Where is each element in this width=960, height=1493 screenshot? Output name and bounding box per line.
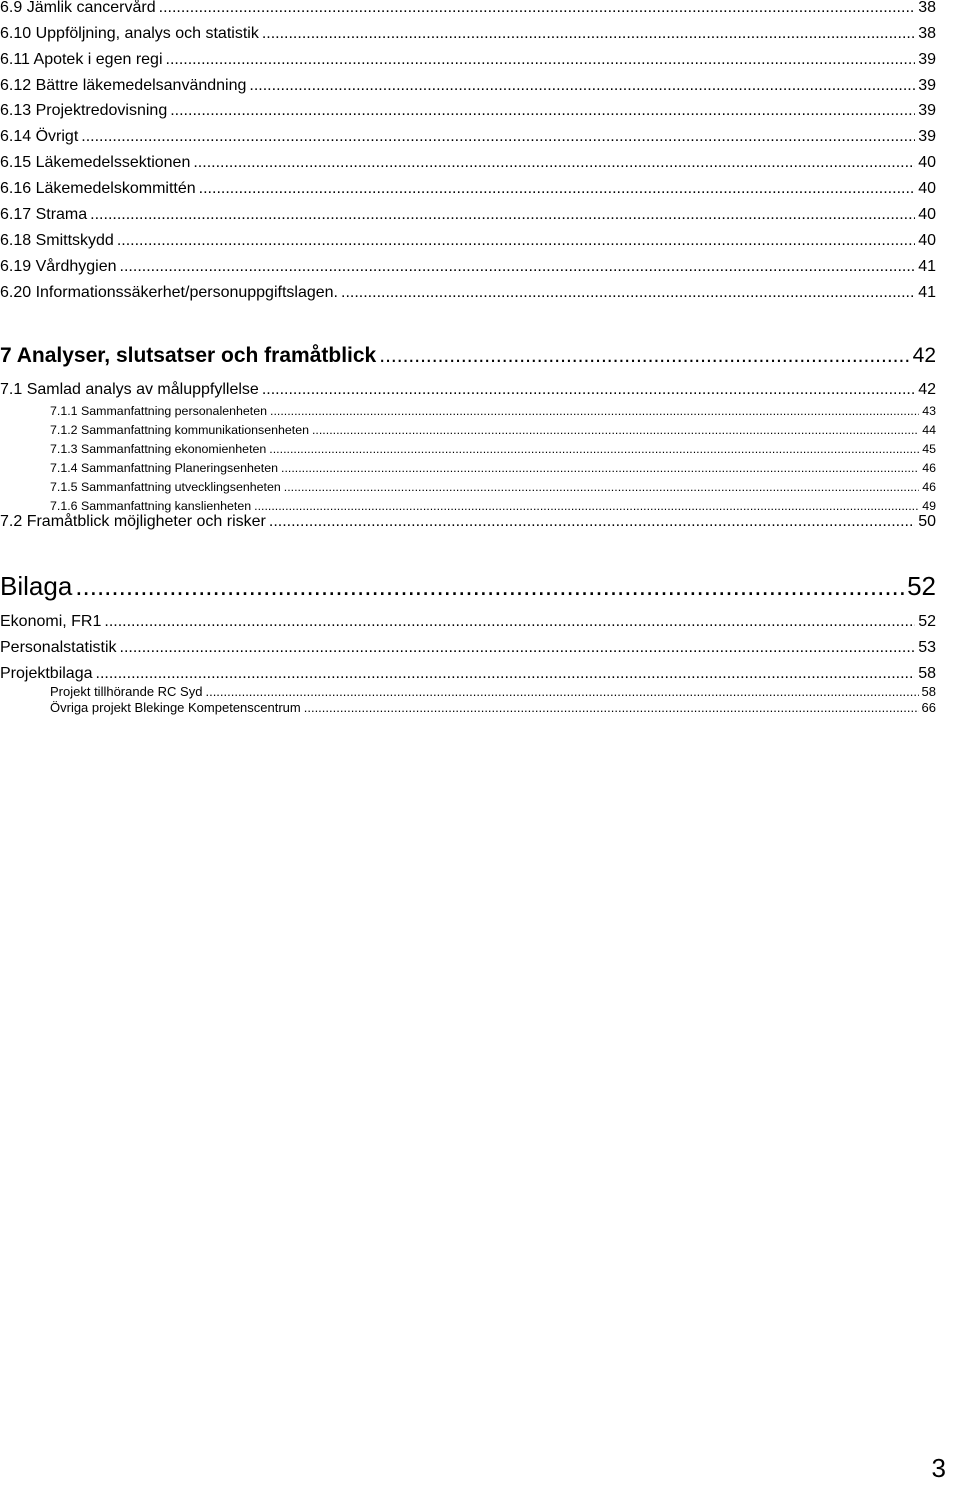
toc-entry-projektbilaga[interactable]: [0, 666, 936, 682]
dot-leader: [270, 405, 919, 417]
toc-entry-7-2[interactable]: [0, 514, 936, 530]
toc-entry-ekonomi[interactable]: [0, 614, 936, 630]
toc-entry-ovriga-projekt[interactable]: [50, 701, 936, 714]
toc-entry-page: 46: [922, 461, 936, 475]
toc-entry-label: 6.12 Bättre läkemedelsanvändning: [0, 77, 247, 94]
toc-entry-6-10[interactable]: [0, 26, 936, 42]
toc-entry-label: Bilaga: [0, 571, 73, 601]
toc-entry-label: 7.1 Samlad analys av måluppfyllelse: [0, 381, 259, 398]
toc-entry-page: 49: [922, 499, 936, 513]
toc-entry-label: 6.9 Jämlik cancervård: [0, 0, 156, 16]
toc-entry-label: 6.15 Läkemedelssektionen: [0, 154, 191, 171]
toc-entry-7-1-4[interactable]: [50, 462, 936, 474]
toc-entry-6-17[interactable]: [0, 207, 936, 223]
toc-entry-7-1-5[interactable]: [50, 481, 936, 493]
toc-entry-label: 6.14 Övrigt: [0, 128, 79, 145]
toc-entry-page: 45: [922, 442, 936, 456]
dot-leader: [96, 666, 916, 682]
toc-entry-label: 7.1.3 Sammanfattning ekonomienheten: [50, 442, 267, 456]
toc-entry-label: 7.1.5 Sammanfattning utvecklingsenheten: [50, 480, 281, 494]
toc-entry-page: 44: [922, 423, 936, 437]
toc-entry-projekt-rc-syd[interactable]: [50, 685, 936, 698]
toc-entry-label: 6.19 Vårdhygien: [0, 258, 117, 275]
dot-leader: [193, 155, 915, 171]
dot-leader: [170, 103, 915, 119]
toc-entry-label: 6.18 Smittskydd: [0, 232, 114, 249]
toc-entry-label: 6.11 Apotek i egen regi: [0, 51, 163, 68]
page-number: 3: [931, 1453, 946, 1483]
toc-entry-page: 39: [918, 102, 936, 119]
toc-entry-label: 6.13 Projektredovisning: [0, 102, 168, 119]
toc-entry-label: Ekonomi, FR1: [0, 613, 102, 630]
toc-entry-page: 40: [918, 206, 936, 223]
dot-leader: [254, 500, 919, 512]
toc-entry-6-16[interactable]: [0, 181, 936, 197]
dot-leader: [159, 0, 916, 16]
toc-entry-6-9[interactable]: [0, 0, 936, 16]
dot-leader: [81, 129, 915, 145]
dot-leader: [269, 443, 919, 455]
dot-leader: [104, 614, 915, 630]
toc-entry-page: 58: [918, 665, 936, 682]
dot-leader: [117, 233, 915, 249]
toc-entry-page: 39: [918, 77, 936, 94]
toc-entry-7-1[interactable]: [0, 382, 936, 398]
toc-entry-page: 66: [921, 700, 936, 715]
dot-leader: [269, 514, 915, 530]
toc-entry-personalstatistik[interactable]: [0, 640, 936, 656]
toc-entry-label: Projekt tillhörande RC Syd: [50, 684, 203, 699]
dot-leader: [199, 181, 916, 197]
toc-entry-page: 40: [918, 180, 936, 197]
toc-entry-page: 42: [912, 344, 936, 367]
dot-leader: [205, 685, 918, 698]
dot-leader: [341, 285, 915, 301]
toc-entry-7-1-1[interactable]: [50, 405, 936, 417]
toc-entry-page: 52: [918, 613, 936, 630]
toc-entry-label: 7.1.4 Sammanfattning Planeringsenheten: [50, 461, 279, 475]
toc-entry-6-19[interactable]: [0, 259, 936, 275]
toc-entry-page: 39: [918, 128, 936, 145]
toc-entry-label: 7.1.6 Sammanfattning kanslienheten: [50, 499, 252, 513]
toc-entry-page: 41: [918, 284, 936, 301]
toc-entry-page: 40: [918, 154, 936, 171]
toc-entry-page: 42: [918, 381, 936, 398]
dot-leader: [312, 424, 919, 436]
toc-entry-7-1-2[interactable]: [50, 424, 936, 436]
toc-entry-6-12[interactable]: [0, 78, 936, 94]
toc-entry-7-1-3[interactable]: [50, 443, 936, 455]
dot-leader: [75, 573, 904, 599]
toc-entry-7-1-6[interactable]: [50, 500, 936, 512]
dot-leader: [379, 345, 909, 366]
toc-entry-label: 7.1.1 Sammanfattning personalenheten: [50, 404, 267, 418]
toc-entry-page: 58: [921, 684, 936, 699]
toc-entry-label: 6.17 Strama: [0, 206, 88, 223]
toc-entry-label: Projektbilaga: [0, 665, 93, 682]
toc-chapter-7[interactable]: [0, 345, 936, 366]
toc-entry-6-20[interactable]: [0, 285, 936, 301]
toc-entry-label: 7.1.2 Sammanfattning kommunikationsenheten: [50, 423, 309, 437]
toc-entry-page: 38: [918, 0, 936, 16]
toc-entry-page: 40: [918, 232, 936, 249]
toc-entry-label: 7.2 Framåtblick möjligheter och risker: [0, 513, 266, 530]
dot-leader: [262, 382, 915, 398]
toc-entry-page: 39: [918, 51, 936, 68]
dot-leader: [281, 462, 919, 474]
dot-leader: [249, 78, 915, 94]
dot-leader: [120, 259, 916, 275]
toc-entry-page: 53: [918, 639, 936, 656]
toc-entry-page: 41: [918, 258, 936, 275]
toc-entry-6-13[interactable]: [0, 103, 936, 119]
toc-entry-label: 6.16 Läkemedelskommittén: [0, 180, 196, 197]
toc-entry-label: Övriga projekt Blekinge Kompetenscentrum: [50, 700, 301, 715]
dot-leader: [262, 26, 915, 42]
toc-entry-label: Personalstatistik: [0, 639, 117, 656]
toc-entry-label: 6.10 Uppföljning, analys och statistik: [0, 25, 259, 42]
dot-leader: [166, 52, 916, 68]
dot-leader: [90, 207, 915, 223]
toc-entry-page: 46: [922, 480, 936, 494]
toc-entry-6-18[interactable]: [0, 233, 936, 249]
toc-bilaga[interactable]: [0, 573, 936, 599]
toc-entry-page: 38: [918, 25, 936, 42]
toc-entry-6-14[interactable]: [0, 129, 936, 145]
toc-entry-label: 7 Analyser, slutsatser och framåtblick: [0, 344, 377, 367]
toc-entry-6-15[interactable]: [0, 155, 936, 171]
toc-entry-label: 6.20 Informationssäkerhet/personuppgiftslagen.: [0, 284, 338, 301]
toc-entry-page: 50: [918, 513, 936, 530]
dot-leader: [304, 701, 919, 714]
toc-entry-6-11[interactable]: [0, 52, 936, 68]
toc-entry-page: 43: [922, 404, 936, 418]
dot-leader: [284, 481, 919, 493]
dot-leader: [120, 640, 916, 656]
toc-entry-page: 52: [907, 571, 936, 601]
